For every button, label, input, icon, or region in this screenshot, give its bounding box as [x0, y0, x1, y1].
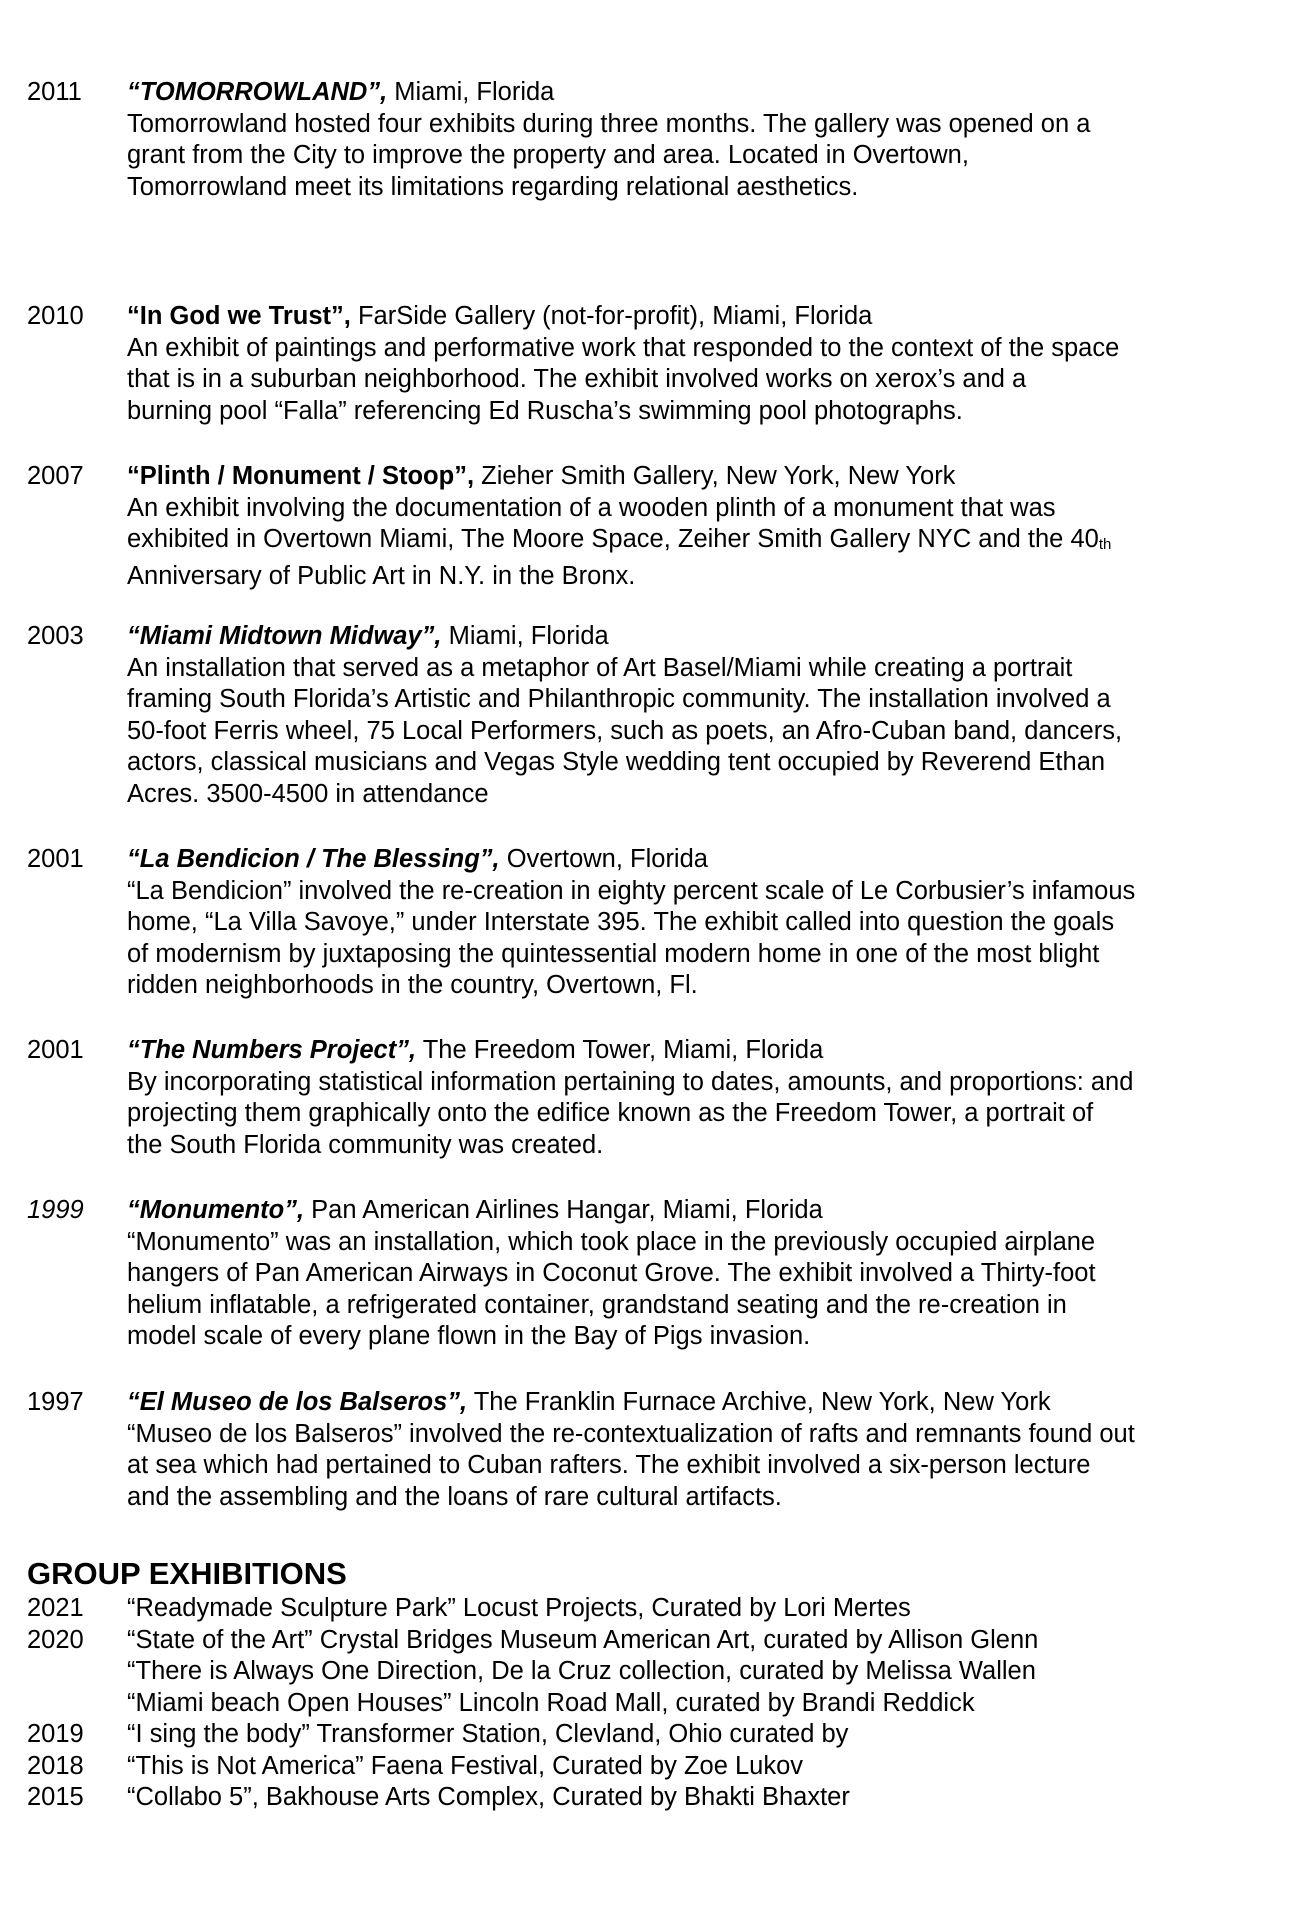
entry-year: 2003: [27, 622, 84, 650]
entry-year: 2001: [27, 845, 84, 873]
entry-description-line: [127, 524, 1247, 561]
entry-year: 2010: [27, 302, 84, 330]
entry-description-line: An exhibit involving the documentation of a wooden plinth of a monument that was: [127, 493, 1056, 522]
entry-heading: [127, 301, 1247, 333]
solo-exhibition-entry: [27, 77, 1247, 203]
entry-description-line: ridden neighborhoods in the country, Overtown, Fl.: [127, 971, 698, 999]
entry-location: The Franklin Furnace Archive, New York, New York: [467, 1388, 1051, 1416]
solo-exhibition-entry: [27, 301, 1247, 427]
entry-title: “Miami Midtown Midway”,: [127, 622, 442, 650]
group-exhibitions-heading: GROUP EXHIBITIONS: [27, 1556, 347, 1591]
entry-description-line: “Monumento” was an installation, which took place in the previously occupied airplane: [127, 1227, 1096, 1256]
entry-description-line: Anniversary of Public Art in N.Y. in the Bronx.: [127, 561, 636, 590]
entry-description-line: that is in a suburban neighborhood. The exhibit involved works on xerox’s and a: [127, 365, 1027, 393]
entry-body: [127, 77, 1247, 203]
entry-body: [127, 1387, 1247, 1513]
ordinal-suffix: th: [1098, 536, 1112, 553]
entry-title: “In God we Trust”,: [127, 302, 351, 330]
entry-description-line: at sea which had pertained to Cuban rafters. The exhibit involved a six-person lecture: [127, 1451, 1091, 1479]
group-exhibitions-list: [27, 1593, 1247, 1814]
entry-title: “Plinth / Monument / Stoop”,: [127, 462, 475, 490]
group-exhibition-year: 2018: [27, 1751, 84, 1780]
solo-exhibition-entry: [27, 1387, 1247, 1513]
entry-title: “Monumento”,: [127, 1196, 305, 1224]
solo-exhibition-entry: [27, 1195, 1247, 1353]
entry-description-line: Tomorrowland meet its limitations regarding relational aesthetics.: [127, 172, 859, 201]
group-exhibition-row: [27, 1656, 1247, 1688]
entry-location: Miami, Florida: [441, 622, 609, 650]
group-exhibition-text: “State of the Art” Crystal Bridges Museum American Art, curated by Allison Glenn: [127, 1625, 1039, 1654]
solo-exhibition-entry: [27, 844, 1247, 1002]
entry-location: Zieher Smith Gallery, New York, New York: [474, 462, 956, 490]
entry-heading: [127, 1387, 1247, 1419]
entry-heading: [127, 621, 1247, 653]
entry-description-line: of modernism by juxtaposing the quintessential modern home in one of the most blight: [127, 939, 1100, 968]
entry-heading: [127, 1195, 1247, 1227]
group-exhibition-row: [27, 1782, 1247, 1814]
group-exhibition-year: 2015: [27, 1783, 84, 1811]
entry-location: The Freedom Tower, Miami, Florida: [416, 1036, 824, 1064]
entry-description-line: framing South Florida’s Artistic and Philanthropic community. The installation involved a: [127, 685, 1111, 713]
entry-year: 2011: [27, 78, 82, 106]
entry-body: [127, 1035, 1247, 1161]
entry-heading: [127, 1035, 1247, 1067]
entry-title: “TOMORROWLAND”,: [127, 78, 388, 106]
group-exhibition-text: “I sing the body” Transformer Station, Clevland, Ohio curated by: [127, 1720, 849, 1748]
entry-description-text: exhibited in Overtown Miami, The Moore Space, Zeiher Smith Gallery NYC and the 40: [127, 525, 1099, 553]
entry-year: 2001: [27, 1036, 84, 1064]
entry-year: 1999: [27, 1196, 84, 1224]
group-exhibition-year: 2019: [27, 1720, 84, 1748]
entry-body: [127, 1195, 1247, 1353]
entry-location: FarSide Gallery (not-for-profit), Miami, Florida: [350, 302, 873, 330]
entry-description-line: the South Florida community was created.: [127, 1130, 604, 1159]
group-exhibition-text: “This is Not America” Faena Festival, Curated by Zoe Lukov: [127, 1751, 804, 1780]
group-exhibition-year: 2021: [27, 1594, 84, 1622]
entry-body: [127, 844, 1247, 1002]
solo-exhibition-entry: [27, 1035, 1247, 1161]
entry-description-line: An installation that served as a metaphor of Art Basel/Miami while creating a portrait: [127, 653, 1073, 682]
entry-description-line: and the assembling and the loans of rare cultural artifacts.: [127, 1482, 782, 1511]
entry-location: Overtown, Florida: [499, 845, 708, 873]
solo-exhibition-entry: [27, 461, 1247, 592]
entry-title: “La Bendicion / The Blessing”,: [127, 845, 500, 873]
entry-heading: [127, 844, 1247, 876]
entry-location: Miami, Florida: [387, 78, 555, 106]
entry-description-line: burning pool “Falla” referencing Ed Ruscha’s swimming pool photographs.: [127, 396, 963, 425]
entry-body: [127, 621, 1247, 810]
entry-description-line: helium inflatable, a refrigerated container, grandstand seating and the re-creation in: [127, 1290, 1067, 1319]
solo-exhibition-entry: [27, 621, 1247, 810]
entry-year: 1997: [27, 1388, 84, 1416]
group-exhibition-row: [27, 1688, 1247, 1720]
entry-body: [127, 461, 1247, 592]
group-exhibition-year: 2020: [27, 1625, 84, 1654]
group-exhibition-text: “Miami beach Open Houses” Lincoln Road Mall, curated by Brandi Reddick: [127, 1688, 975, 1717]
entry-description-line: “La Bendicion” involved the re-creation in eighty percent scale of Le Corbusier’s infamous: [127, 876, 1136, 905]
entry-description-line: model scale of every plane flown in the Bay of Pigs invasion.: [127, 1322, 811, 1350]
entry-description-line: grant from the City to improve the property and area. Located in Overtown,: [127, 141, 969, 169]
entry-title: “El Museo de los Balseros”,: [127, 1388, 468, 1416]
entry-description-line: “Museo de los Balseros” involved the re-contextualization of rafts and remnants found out: [127, 1419, 1135, 1448]
entry-description-line: Acres. 3500-4500 in attendance: [127, 779, 489, 808]
entry-title: “The Numbers Project”,: [127, 1036, 417, 1064]
group-exhibition-text: “Readymade Sculpture Park” Locust Projects, Curated by Lori Mertes: [127, 1594, 911, 1622]
entry-location: Pan American Airlines Hangar, Miami, Florida: [304, 1196, 823, 1224]
entry-description-line: hangers of Pan American Airways in Coconut Grove. The exhibit involved a Thirty-foot: [127, 1259, 1096, 1287]
entry-description-line: Tomorrowland hosted four exhibits during three months. The gallery was opened on a: [127, 109, 1091, 138]
entry-description-line: By incorporating statistical information pertaining to dates, amounts, and proportions: and: [127, 1067, 1134, 1096]
entry-description-line: actors, classical musicians and Vegas Style wedding tent occupied by Reverend Ethan: [127, 748, 1106, 776]
entry-body: [127, 301, 1247, 427]
entry-description-line: An exhibit of paintings and performative work that responded to the context of the space: [127, 333, 1120, 362]
entry-year: 2007: [27, 462, 84, 490]
group-exhibition-text: “There is Always One Direction, De la Cruz collection, curated by Melissa Wallen: [127, 1657, 1036, 1685]
entry-heading: [127, 461, 1247, 493]
group-exhibition-row: [27, 1625, 1247, 1657]
group-exhibition-row: [27, 1751, 1247, 1783]
entry-description-line: home, “La Villa Savoye,” under Interstate 395. The exhibit called into question the goals: [127, 908, 1115, 936]
entry-description-line: projecting them graphically onto the edifice known as the Freedom Tower, a portrait of: [127, 1099, 1094, 1127]
group-exhibition-text: “Collabo 5”, Bakhouse Arts Complex, Curated by Bhakti Bhaxter: [127, 1783, 850, 1811]
entry-description-line: 50-foot Ferris wheel, 75 Local Performers, such as poets, an Afro-Cuban band, dancers,: [127, 716, 1123, 745]
group-exhibition-row: [27, 1593, 1247, 1625]
group-exhibition-row: [27, 1719, 1247, 1751]
entry-heading: [127, 77, 1247, 109]
